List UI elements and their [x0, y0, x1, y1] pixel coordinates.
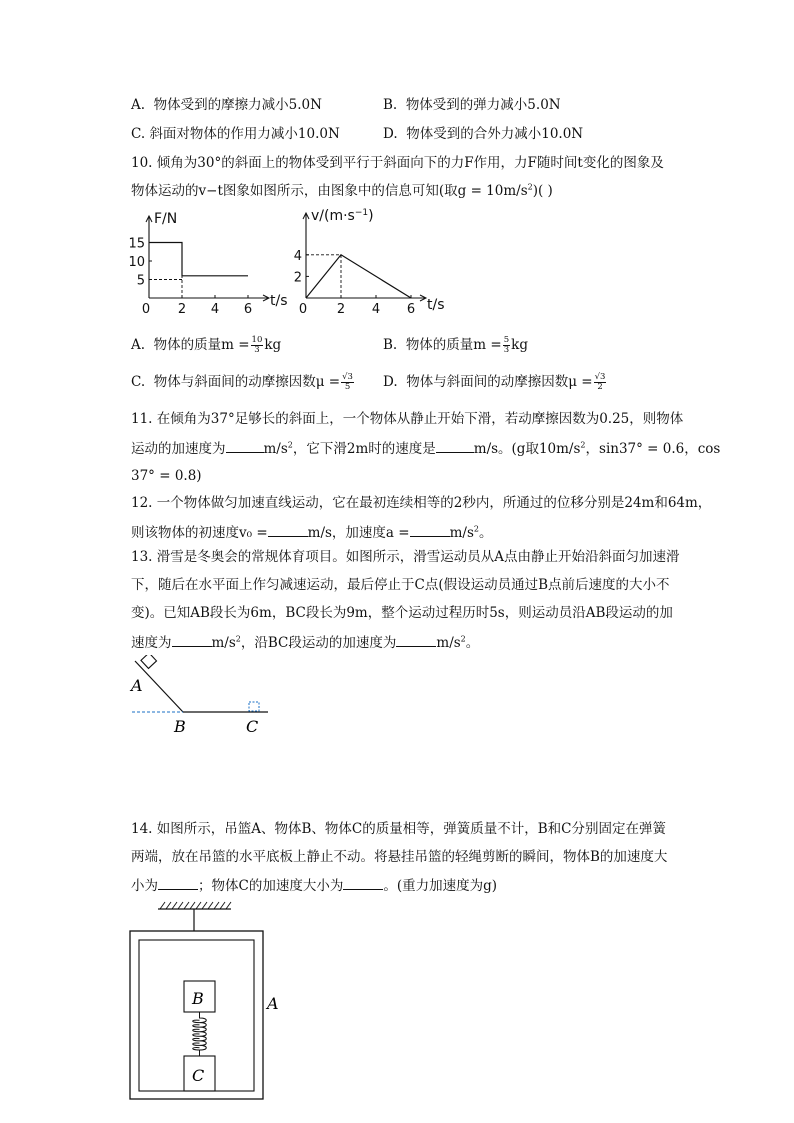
ceiling-hatch: [158, 902, 231, 909]
origin-label: 0: [141, 302, 151, 317]
label-b: B: [174, 717, 186, 736]
q11-blank-2[interactable]: [436, 438, 474, 453]
q13-blank-2[interactable]: [396, 632, 436, 647]
q13-stem-line3: 变)。已知AB段长为6m，BC段长为9m，整个运动过程历时5s，则运动员沿AB段运动的加: [131, 605, 673, 621]
hanging-basket-figure: [125, 900, 295, 1105]
label-a: A: [131, 676, 143, 695]
spring: [193, 1012, 207, 1056]
ski-slope-figure: [125, 655, 285, 740]
y-axis-label: F/N: [154, 211, 178, 227]
hatch-stroke: [208, 902, 213, 909]
q11-stem-line2: 运动的加速度为 $m/s^2$，它下滑2m时的速度是 m/s。(g取$10m/s^2$，sin37° = 0.6，cos: [131, 438, 720, 458]
label-c: C: [246, 717, 259, 736]
hatch-stroke: [184, 902, 189, 909]
y-tick-label: 15: [128, 236, 145, 252]
skier-block: [141, 655, 157, 668]
hatch-stroke: [172, 902, 177, 909]
q14-stem-line3: 小为 ；物体C的加速度大小为 。(重力加速度为g): [131, 875, 497, 895]
y-axis-label: $v/(m\cdot s^{-1})$: [311, 208, 374, 224]
x-tick-label: 6: [243, 302, 253, 317]
hatch-stroke: [190, 902, 195, 909]
y-tick-label: 5: [136, 273, 145, 289]
origin-label: 0: [298, 302, 308, 317]
q13-stem-line4: 速度为 $m/s^2$，沿BC段运动的加速度为 $m/s^2$。: [131, 632, 479, 652]
y-tick-label: 10: [128, 255, 145, 270]
q9-option-a: A. 物体受到的摩擦力减小5.0N: [131, 97, 322, 113]
hatch-stroke: [202, 902, 207, 909]
q10-option-c: C. 物体与斜面间的动摩擦因数μ = $\frac{√3}{5}$: [131, 372, 353, 392]
q14-blank-1[interactable]: [158, 875, 198, 890]
x-tick-label: 2: [336, 302, 346, 317]
q14-blank-2[interactable]: [343, 875, 383, 890]
hatch-stroke: [196, 902, 201, 909]
label-c: C: [192, 1066, 205, 1085]
x-axis-label: t/s: [427, 297, 445, 313]
q10-stem-line2: 物体运动的v−t图象如图所示，由图象中的信息可知(取$g = 10m/s^2$)( ): [131, 182, 553, 199]
q11-stem-line3: 37° = 0.8): [131, 468, 202, 484]
velocity-time-chart: [290, 207, 450, 319]
series-line-v: [306, 255, 411, 298]
force-time-chart: [125, 207, 295, 319]
end-marker: [249, 702, 259, 711]
x-tick-label: 6: [406, 302, 416, 317]
hatch-stroke: [178, 902, 183, 909]
q14-stem-line1: 14. 如图所示，吊篮A、物体B、物体C的质量相等，弹簧质量不计，B和C分别固定在弹簧: [131, 821, 667, 837]
label-a: A: [267, 994, 279, 1013]
q13-stem-line2: 下，随后在水平面上作匀减速运动，最后停止于C点(假设运动员通过B点前后速度的大小不: [131, 577, 670, 593]
q10-stem-line1: 10. 倾角为30°的斜面上的物体受到平行于斜面向下的力F作用，力F随时间t变化的图象及: [131, 155, 664, 171]
q9-option-d: D. 物体受到的合外力减小10.0N: [383, 126, 584, 142]
q12-blank-2[interactable]: [410, 522, 450, 537]
q11-stem-line1: 11. 在倾角为37°足够长的斜面上，一个物体从静止开始下滑，若动摩擦因数为0.25，则物体: [131, 411, 684, 427]
hatch-stroke: [226, 902, 231, 909]
label-b: B: [192, 989, 204, 1008]
q9-option-b: B. 物体受到的弹力减小5.0N: [383, 97, 561, 113]
q11-blank-1[interactable]: [226, 438, 264, 453]
q14-stem-line2: 两端，放在吊篮的水平底板上静止不动。将悬挂吊篮的轻绳剪断的瞬间，物体B的加速度大: [131, 849, 668, 865]
q12-stem-line1: 12. 一个物体做匀加速直线运动，它在最初连续相等的2秒内，所通过的位移分别是24m和64m，: [131, 495, 712, 511]
q10-option-a: A. 物体的质量m = $\frac{10}{3}$ kg: [131, 335, 282, 355]
q13-stem-line1: 13. 滑雪是冬奥会的常规体育项目。如图所示，滑雪运动员从A点由静止开始沿斜面匀加速滑: [131, 549, 680, 565]
hatch-stroke: [220, 902, 225, 909]
hatch-stroke: [214, 902, 219, 909]
y-tick-label: 2: [293, 270, 302, 286]
series-line-F: [149, 243, 248, 276]
x-tick-label: 4: [371, 302, 381, 317]
hatch-stroke: [166, 902, 171, 909]
q10-option-d: D. 物体与斜面间的动摩擦因数μ = $\frac{√3}{2}$: [383, 372, 606, 392]
hatch-stroke: [160, 902, 165, 909]
q12-blank-1[interactable]: [268, 522, 308, 537]
q12-stem-line2: 则该物体的初速度v₀ = m/s，加速度$a = m/s^2$。: [131, 522, 492, 542]
x-tick-label: 2: [177, 302, 187, 317]
q13-blank-1[interactable]: [172, 632, 212, 647]
x-tick-label: 4: [210, 302, 220, 317]
x-axis-label: t/s: [270, 293, 288, 309]
y-tick-label: 4: [293, 248, 302, 264]
q9-option-c: C. 斜面对物体的作用力减小10.0N: [131, 126, 340, 142]
q10-option-b: B. 物体的质量m = $\frac{5}{3}$ kg: [383, 335, 528, 355]
